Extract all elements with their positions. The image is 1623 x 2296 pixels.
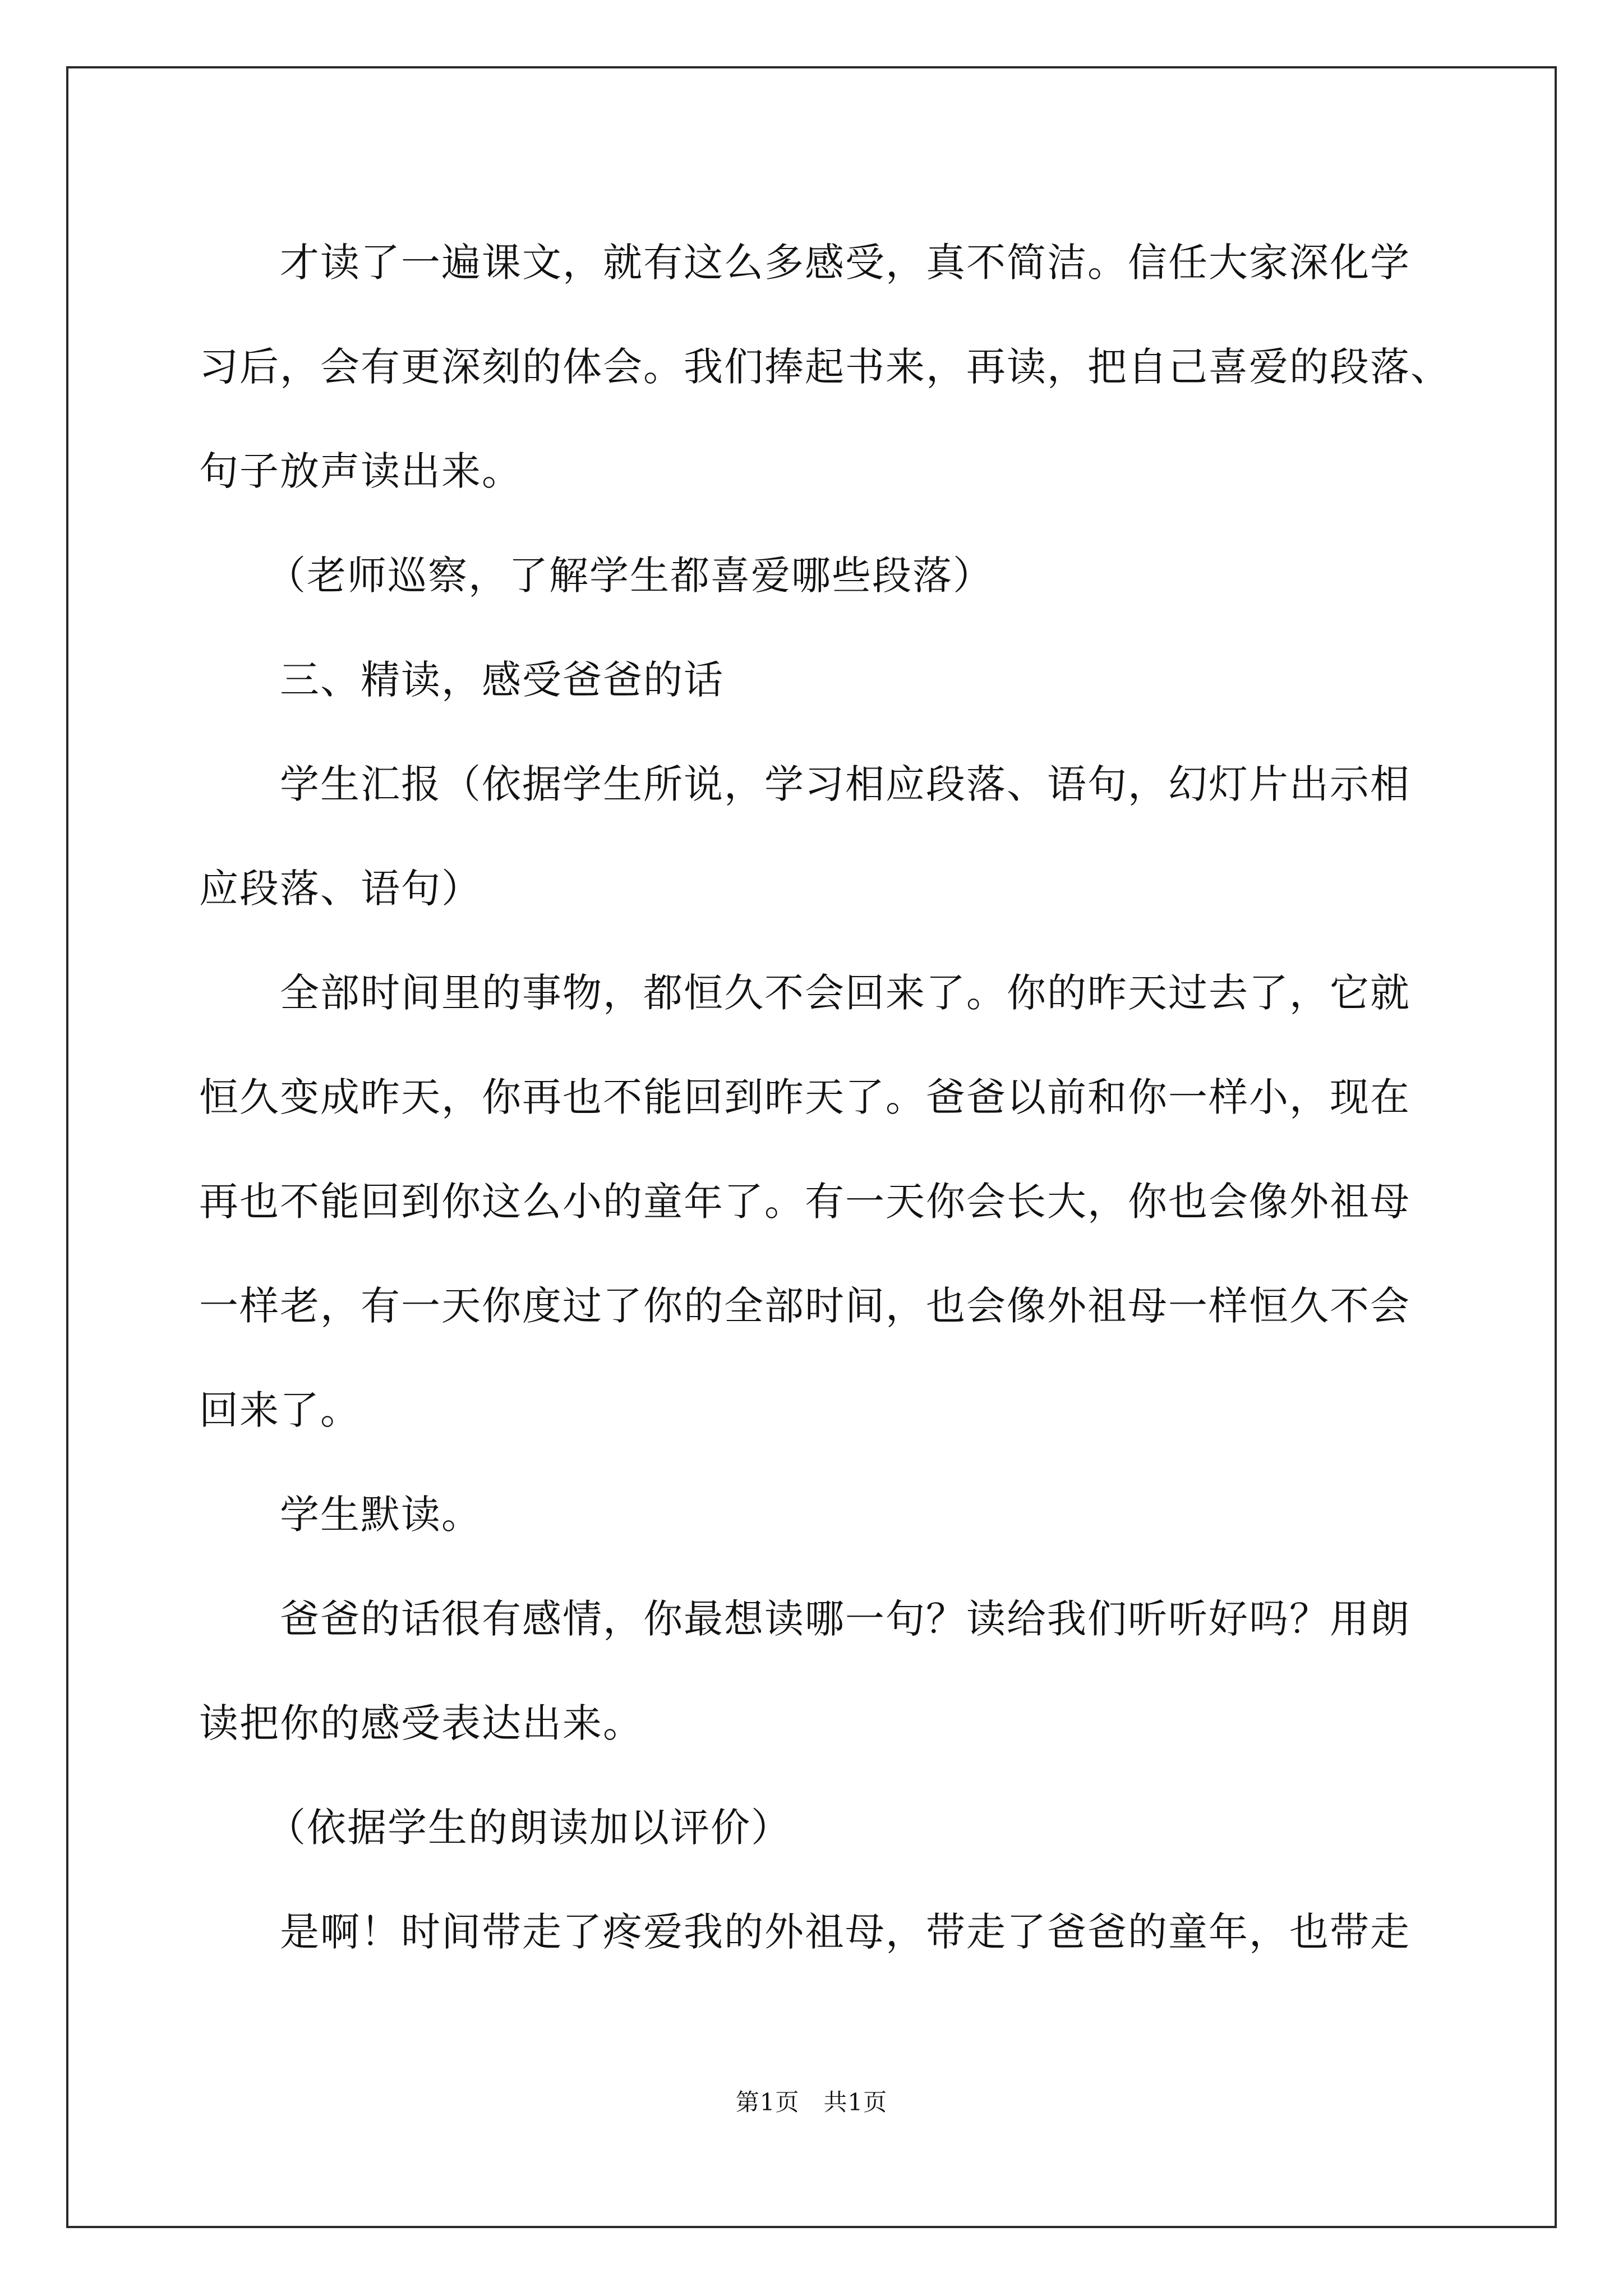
text-line-11: 一样老，有一天你度过了你的全部时间，也会像外祖母一样恒久不会 (199, 1283, 1410, 1329)
text-line-1: 才读了一遍课文，就有这么多感受，真不简洁。信任大家深化学 (280, 240, 1410, 286)
text-line-16: （依据学生的朗读加以评价） (266, 1805, 791, 1851)
section-heading: 三、精读，感受爸爸的话 (280, 657, 724, 703)
text-line-10: 再也不能回到你这么小的童年了。有一天你会长大，你也会像外祖母 (199, 1179, 1410, 1225)
text-line-6: 学生汇报（依据学生所说，学习相应段落、语句，幻灯片出示相 (280, 761, 1410, 807)
document-body (199, 210, 1451, 1984)
text-line-4: （老师巡察，了解学生都喜爱哪些段落） (266, 553, 993, 599)
text-line-12: 回来了。 (199, 1387, 361, 1433)
text-line-9: 恒久变成昨天，你再也不能回到昨天了。爸爸以前和你一样小，现在 (199, 1074, 1410, 1120)
text-line-8: 全部时间里的事物，都恒久不会回来了。你的昨天过去了，它就 (280, 970, 1410, 1016)
text-line-2: 习后，会有更深刻的体会。我们捧起书来，再读，把自己喜爱的段落、 (199, 344, 1451, 390)
text-line-7: 应段落、语句） (199, 866, 482, 912)
text-line-15: 读把你的感受表达出来。 (199, 1700, 643, 1746)
page-number-footer: 第1页 共1页 (735, 2088, 888, 2116)
text-line-17: 是啊！时间带走了疼爱我的外祖母，带走了爸爸的童年，也带走 (280, 1909, 1410, 1955)
text-line-13: 学生默读。 (280, 1492, 482, 1538)
text-line-14: 爸爸的话很有感情，你最想读哪一句？读给我们听听好吗？用朗 (280, 1596, 1410, 1642)
text-line-3: 句子放声读出来。 (199, 448, 522, 494)
